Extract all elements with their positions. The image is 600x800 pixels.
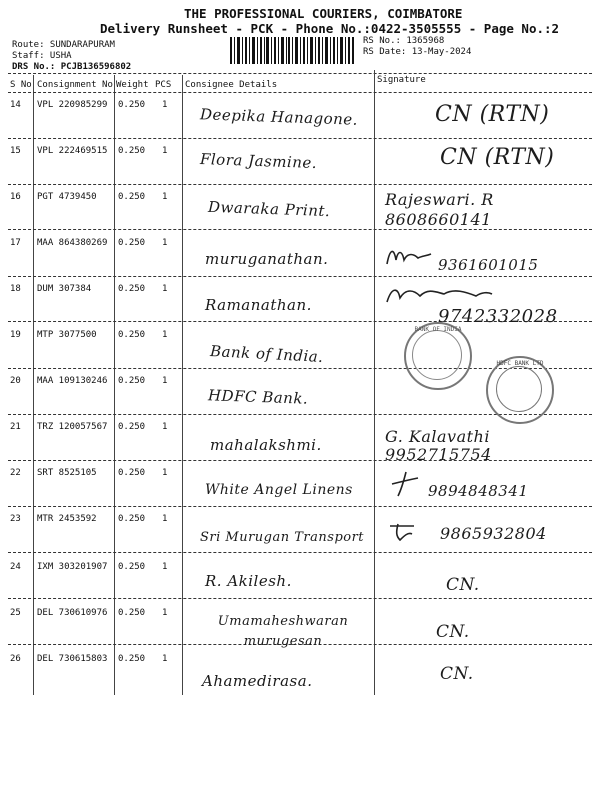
row-consignee-handwritten: Bank of India.	[209, 342, 324, 366]
row-consignment-no: MTR 2453592	[37, 514, 97, 524]
row-consignment-no: TRZ 120057567	[37, 422, 108, 432]
bank-of-india-stamp	[404, 322, 472, 390]
signature-scribble	[388, 470, 428, 500]
row-consignee-handwritten: muruganathan.	[205, 250, 329, 268]
row-weight: 0.250	[118, 422, 146, 432]
row-weight: 0.250	[118, 192, 146, 202]
row-weight: 0.250	[118, 562, 146, 572]
signature-scribble	[384, 284, 494, 308]
row-consignee-handwritten: mahalakshmi.	[210, 436, 322, 454]
row-signature-handwritten: G. Kalavathi 9952715754	[385, 427, 492, 464]
row-pcs: 1	[162, 514, 168, 524]
row-pcs: 1	[162, 100, 168, 110]
company-title: THE PROFESSIONAL COURIERS, COIMBATORE	[184, 6, 463, 21]
barcode	[230, 37, 355, 64]
row-pcs: 1	[162, 192, 168, 202]
row-weight: 0.250	[118, 238, 146, 248]
col-consignee-details: Consignee Details	[185, 80, 278, 90]
row-consignment-no: MAA 864380269	[37, 238, 108, 248]
row-consignee-handwritten: R. Akilesh.	[205, 572, 292, 590]
col-divider-pcs	[182, 75, 183, 695]
hdfc-bank-stamp-text: HDFC BANK LTD	[496, 360, 544, 367]
drs-number: DRS No.: PCJB136596802	[12, 62, 132, 72]
runsheet-title: Delivery Runsheet - PCK - Phone No.:0422-3505555 - Page No.:2	[100, 21, 560, 36]
row-sno: 22	[10, 468, 21, 478]
row-sno: 19	[10, 330, 21, 340]
row-consignment-no: MAA 109130246	[37, 376, 108, 386]
row-consignee-handwritten: Dwaraka Print.	[207, 197, 331, 221]
row-signature-handwritten: 9894848341	[428, 482, 529, 500]
row-consignment-no: VPL 220985299	[37, 100, 108, 110]
row-pcs: 1	[162, 284, 168, 294]
col-signature: Signature	[377, 75, 426, 85]
col-sno: S No	[10, 80, 32, 90]
hdfc-bank-stamp	[486, 356, 554, 424]
row-sno: 16	[10, 192, 21, 202]
row-signature-handwritten: CN (RTN)	[435, 102, 550, 127]
row-consignee-handwritten: Ramanathan.	[205, 296, 312, 314]
row-weight: 0.250	[118, 468, 146, 478]
row-consignee-handwritten: Sri Murugan Transport	[200, 530, 365, 545]
col-divider-sno	[33, 75, 34, 695]
row-weight: 0.250	[118, 654, 146, 664]
row-rule	[8, 184, 592, 185]
row-signature-handwritten: Rajeswari. R 8608660141	[385, 190, 494, 229]
row-signature-handwritten: CN (RTN)	[440, 145, 555, 170]
row-rule	[8, 276, 592, 277]
row-consignee-handwritten: White Angel Linens	[205, 482, 353, 498]
row-sno: 20	[10, 376, 21, 386]
col-pcs: PCS	[155, 80, 172, 90]
row-sno: 23	[10, 514, 21, 524]
row-rule	[8, 552, 592, 553]
header-top-rule	[8, 73, 592, 74]
row-consignment-no: IXM 303201907	[37, 562, 108, 572]
row-weight: 0.250	[118, 284, 146, 294]
row-signature-handwritten: CN.	[446, 575, 480, 595]
row-weight: 0.250	[118, 330, 146, 340]
row-sno: 18	[10, 284, 21, 294]
row-pcs: 1	[162, 376, 168, 386]
row-pcs: 1	[162, 238, 168, 248]
row-signature-handwritten: 9361601015	[438, 256, 539, 274]
row-pcs: 1	[162, 468, 168, 478]
row-sno: 15	[10, 146, 21, 156]
row-consignee-handwritten: Ahamedirasa.	[202, 672, 313, 690]
row-consignment-no: DEL 730615803	[37, 654, 108, 664]
col-weight: Weight	[116, 80, 149, 90]
row-weight: 0.250	[118, 514, 146, 524]
staff-label: Staff: USHA	[12, 51, 72, 61]
row-weight: 0.250	[118, 146, 146, 156]
col-divider-details	[374, 70, 375, 695]
row-consignee-handwritten: Flora Jasmine.	[199, 149, 318, 173]
row-weight: 0.250	[118, 376, 146, 386]
row-pcs: 1	[162, 654, 168, 664]
row-pcs: 1	[162, 608, 168, 618]
row-pcs: 1	[162, 146, 168, 156]
row-consignee-handwritten: Deepika Hanagone.	[199, 105, 359, 129]
signature-scribble	[388, 520, 418, 544]
row-consignment-no: MTP 3077500	[37, 330, 97, 340]
row-consignee-handwritten: HDFC Bank.	[207, 386, 309, 408]
row-consignment-no: DUM 307384	[37, 284, 92, 294]
row-consignment-no: PGT 4739450	[37, 192, 97, 202]
col-divider-consignment	[114, 75, 115, 695]
row-signature-handwritten: 9742332028	[438, 306, 558, 327]
col-consignment: Consignment No	[37, 80, 113, 90]
row-sno: 21	[10, 422, 21, 432]
row-weight: 0.250	[118, 100, 146, 110]
row-sno: 26	[10, 654, 21, 664]
row-consignee-handwritten: Umamaheshwaran murugesan	[217, 614, 349, 649]
rs-number: RS No.: 1365968	[363, 36, 445, 46]
row-sno: 25	[10, 608, 21, 618]
route-label: Route: SUNDARAPURAM	[12, 40, 115, 50]
row-weight: 0.250	[118, 608, 146, 618]
row-pcs: 1	[162, 422, 168, 432]
row-rule	[8, 92, 592, 93]
row-consignment-no: VPL 222469515	[37, 146, 108, 156]
row-rule	[8, 138, 592, 139]
row-signature-handwritten: CN.	[436, 622, 470, 642]
row-pcs: 1	[162, 330, 168, 340]
row-sno: 17	[10, 238, 21, 248]
row-rule	[8, 598, 592, 599]
row-consignment-no: DEL 730610976	[37, 608, 108, 618]
signature-scribble	[384, 244, 434, 268]
row-rule	[8, 506, 592, 507]
rs-date: RS Date: 13-May-2024	[363, 47, 472, 57]
bank-of-india-stamp-text: BANK OF INDIA	[414, 326, 462, 333]
row-signature-handwritten: 9865932804	[440, 524, 547, 543]
row-sno: 24	[10, 562, 21, 572]
row-signature-handwritten: CN.	[440, 664, 474, 684]
row-pcs: 1	[162, 562, 168, 572]
row-sno: 14	[10, 100, 21, 110]
row-consignment-no: SRT 8525105	[37, 468, 97, 478]
